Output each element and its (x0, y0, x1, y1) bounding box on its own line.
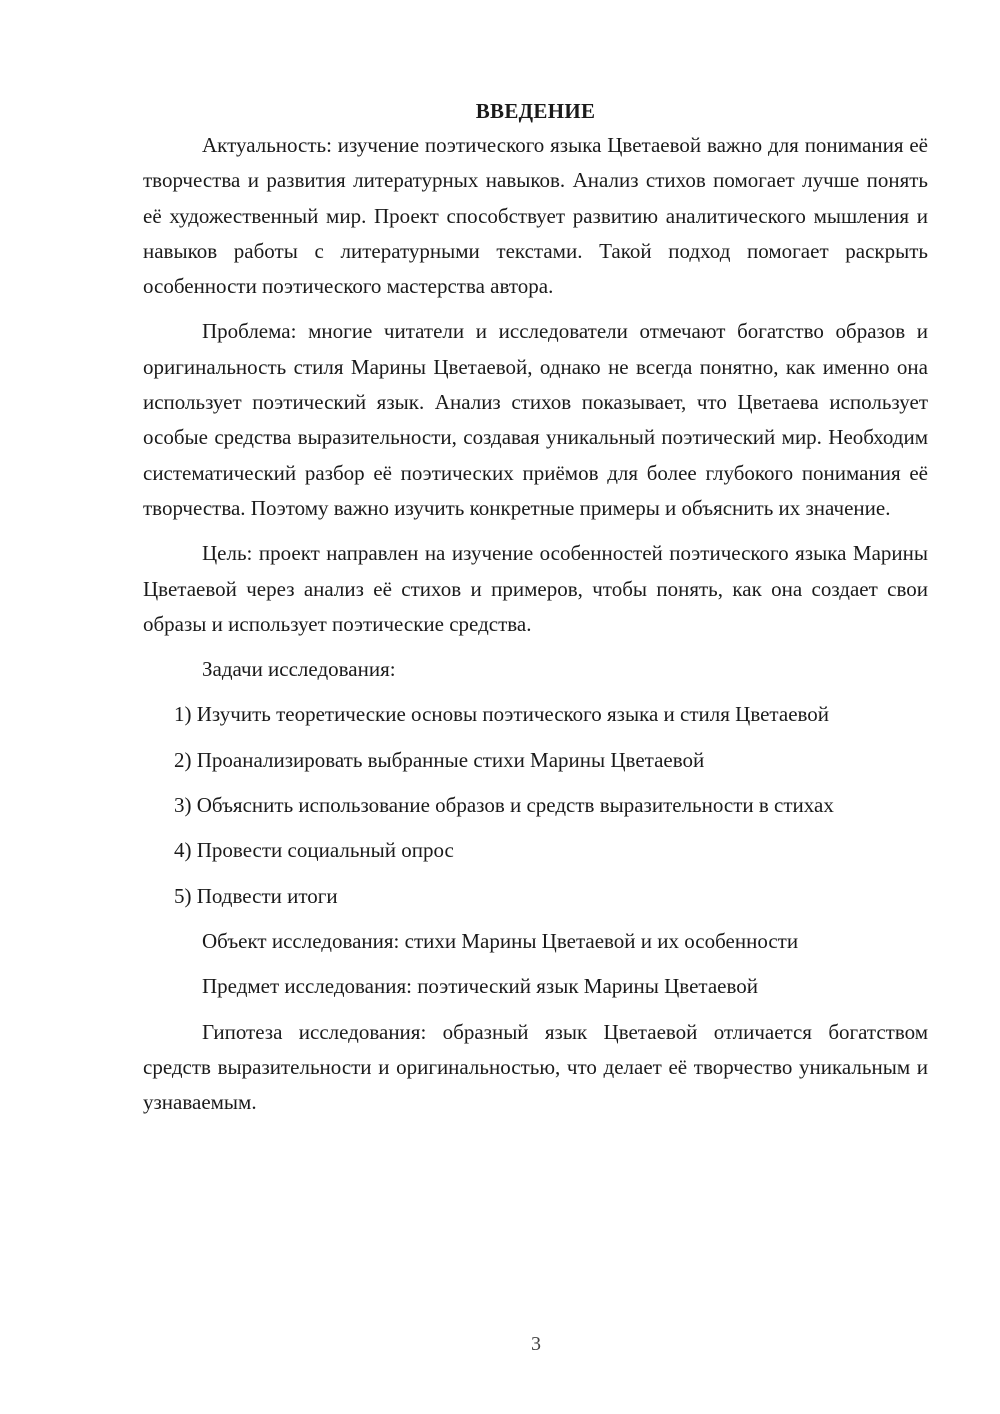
list-item: 4) Провести социальный опрос (174, 838, 454, 863)
list-item: 5) Подвести итоги (174, 883, 338, 908)
tasks-heading: Задачи исследования: (202, 657, 396, 682)
research-subject: Предмет исследования: поэтический язык Марины Цветаевой (202, 974, 758, 999)
page-title: ВВЕДЕНИЕ (475, 99, 596, 123)
problem-paragraph: Проблема: многие читатели и исследователи отмечают богатство образов и оригинальность стиля Марины Цветаевой, однако не всегда понятно, как именно она использует поэтический язык. Анализ стихов показывает, что Цветаева использует особые средства выразительности, создавая уникальный поэтический мир. Необходим систематический разбор её поэтических приёмов для более глубокого понимания её творчества. Поэтому важно изучить конкретные примеры и объяснить их значение. (143, 319, 928, 520)
list-item: 3) Объяснить использование образов и средств выразительности в стихах (174, 793, 834, 818)
research-hypothesis: Гипотеза исследования: образный язык Цветаевой отличается богатством средств выразительности и оригинальностью, что делает её творчество уникальным и узнаваемым. (143, 1019, 928, 1115)
document-page (143, 96, 928, 1130)
page-number: 3 (531, 1333, 541, 1355)
goal-paragraph: Цель: проект направлен на изучение особенностей поэтического языка Марины Цветаевой через анализ её стихов и примеров, чтобы понять, как она создает свои образы и использует поэтические средства. (143, 541, 928, 636)
research-object: Объект исследования: стихи Марины Цветаевой и их особенности (202, 928, 799, 953)
relevance-paragraph: Актуальность: изучение поэтического языка Цветаевой важно для понимания её творчества и развития литературных навыков. Анализ стихов помогает лучше понять её художественный мир. Проект способствует развитию аналитического мышления и навыков работы с литературными текстами. Такой подход помогает раскрыть особенности поэтического мастерства автора. (143, 133, 928, 299)
list-item: 1) Изучить теоретические основы поэтического языка и стиля Цветаевой (174, 702, 830, 727)
list-item: 2) Проанализировать выбранные стихи Марины Цветаевой (174, 747, 705, 772)
tasks-list (143, 697, 928, 913)
